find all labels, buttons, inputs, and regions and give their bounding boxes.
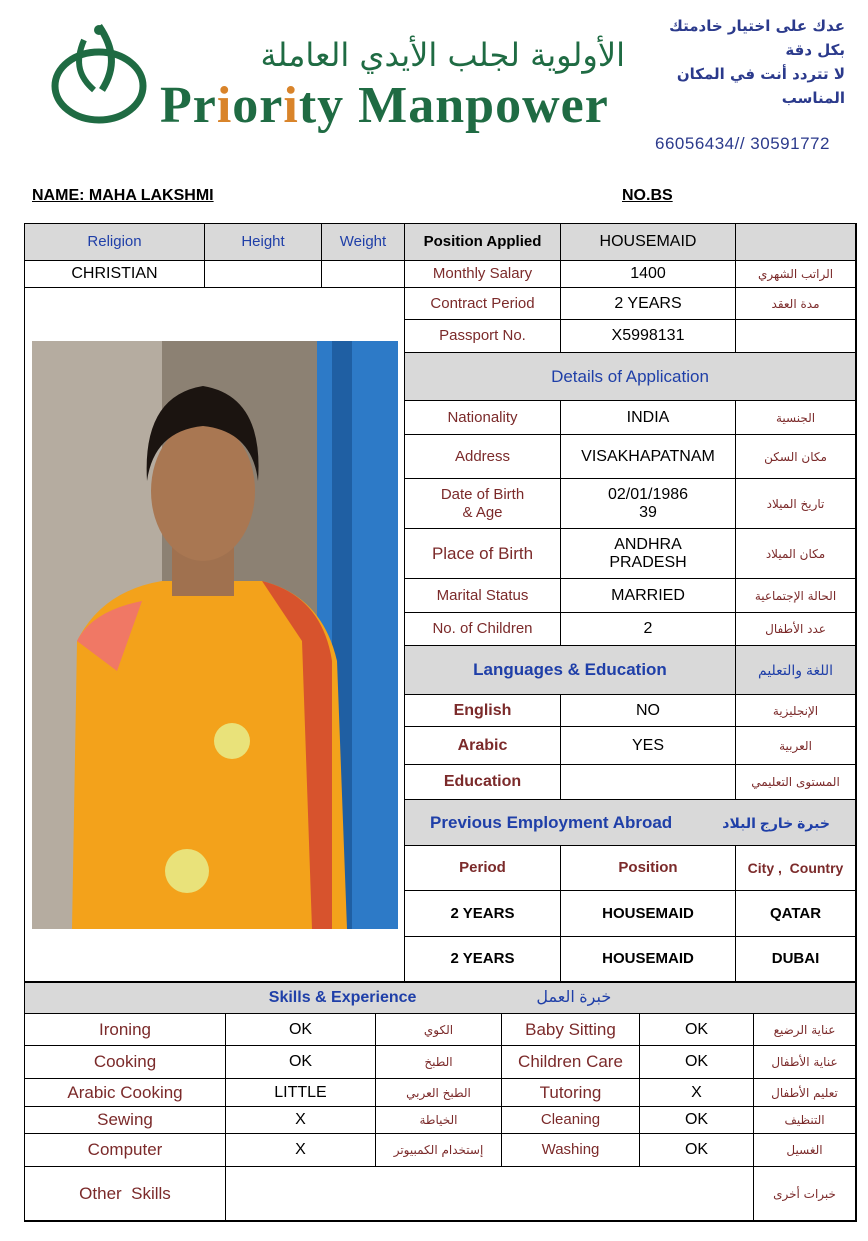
employment-heading-arabic: خبرة خارج البلاد — [722, 814, 830, 831]
application-heading: Details of Application — [405, 353, 856, 401]
skill-children-care-arabic: عناية الأطفال — [754, 1046, 856, 1079]
employment-period-1: 2 YEARS — [405, 891, 561, 937]
employment-country-2: DUBAI — [736, 937, 856, 982]
contract-period-label: Contract Period — [405, 288, 561, 320]
passport-value: X5998131 — [561, 320, 736, 353]
weight-value — [322, 261, 405, 288]
skill-washing-label: Washing — [502, 1134, 640, 1167]
skill-ironing-label: Ironing — [25, 1014, 226, 1046]
nationality-value: INDIA — [561, 401, 736, 435]
arabic-value: YES — [561, 727, 736, 765]
marital-status-label: Marital Status — [405, 579, 561, 613]
employment-position-2: HOUSEMAID — [561, 937, 736, 982]
employment-country-1: QATAR — [736, 891, 856, 937]
company-name-english: Priority Manpower — [160, 77, 609, 134]
position-applied-label: Position Applied — [405, 224, 561, 261]
address-arabic: مكان السكن — [736, 435, 856, 479]
employment-period-2: 2 YEARS — [405, 937, 561, 982]
skill-cleaning-value: OK — [640, 1107, 754, 1134]
skill-computer-arabic: إستخدام الكمبيوتر — [376, 1134, 502, 1167]
position-column-header: Position — [561, 846, 736, 891]
skill-sewing-arabic: الخياطة — [376, 1107, 502, 1134]
skill-computer-value: X — [226, 1134, 376, 1167]
skill-cooking-value: OK — [226, 1046, 376, 1079]
religion-value: CHRISTIAN — [25, 261, 205, 288]
children-arabic: عدد الأطفال — [736, 613, 856, 646]
employment-heading — [405, 800, 856, 846]
nationality-arabic: الجنسية — [736, 401, 856, 435]
other-skills-arabic: خبرات أخرى — [754, 1167, 856, 1221]
weight-header: Weight — [322, 224, 405, 261]
skill-children-care-label: Children Care — [502, 1046, 640, 1079]
skill-baby-sitting-arabic: عناية الرضيع — [754, 1014, 856, 1046]
skill-children-care-value: OK — [640, 1046, 754, 1079]
city-country-column-header: City , Country — [736, 846, 856, 891]
monthly-salary-label: Monthly Salary — [405, 261, 561, 288]
position-applied-value: HOUSEMAID — [561, 224, 736, 261]
skill-sewing-label: Sewing — [25, 1107, 226, 1134]
employment-position-1: HOUSEMAID — [561, 891, 736, 937]
english-value: NO — [561, 695, 736, 727]
place-of-birth-arabic: مكان الميلاد — [736, 529, 856, 579]
nationality-label: Nationality — [405, 401, 561, 435]
address-label: Address — [405, 435, 561, 479]
languages-heading: Languages & Education — [405, 646, 736, 695]
skills-heading-english: Skills & Experience — [268, 989, 417, 1006]
contract-period-value: 2 YEARS — [561, 288, 736, 320]
candidate-photo — [32, 341, 398, 929]
height-header: Height — [205, 224, 322, 261]
candidate-name: NAME: MAHA LAKSHMI — [32, 187, 214, 204]
arabic-label: Arabic — [405, 727, 561, 765]
skill-ironing-value: OK — [226, 1014, 376, 1046]
dob-arabic: تاريخ الميلاد — [736, 479, 856, 529]
education-arabic: المستوى التعليمي — [736, 765, 856, 800]
education-value — [561, 765, 736, 800]
skill-cleaning-label: Cleaning — [502, 1107, 640, 1134]
english-label: English — [405, 695, 561, 727]
company-logo-emblem — [44, 18, 154, 128]
skill-sewing-value: X — [226, 1107, 376, 1134]
slogan: عدك على اختيار خادمتك بكل دقة لا تتردد أنت في المكان المناسب — [669, 17, 845, 107]
skill-tutoring-label: Tutoring — [502, 1079, 640, 1107]
children-label: No. of Children — [405, 613, 561, 646]
skill-arabic-cooking-value: LITTLE — [226, 1079, 376, 1107]
skill-cleaning-arabic: التنظيف — [754, 1107, 856, 1134]
skill-ironing-arabic: الكوي — [376, 1014, 502, 1046]
passport-label: Passport No. — [405, 320, 561, 353]
place-of-birth-value: ANDHRA PRADESH — [561, 529, 736, 579]
skill-tutoring-arabic: تعليم الأطفال — [754, 1079, 856, 1107]
passport-arabic — [736, 320, 856, 353]
marital-status-value: MARRIED — [561, 579, 736, 613]
period-column-header: Period — [405, 846, 561, 891]
company-name-arabic: الأولوية لجلب الأيدي العاملة — [260, 36, 625, 74]
marital-status-arabic: الحالة الإجتماعية — [736, 579, 856, 613]
arabic-arabic: العربية — [736, 727, 856, 765]
skill-washing-arabic: الغسيل — [754, 1134, 856, 1167]
skill-arabic-cooking-label: Arabic Cooking — [25, 1079, 226, 1107]
skill-computer-label: Computer — [25, 1134, 226, 1167]
contract-period-arabic: مدة العقد — [736, 288, 856, 320]
english-arabic: الإنجليزية — [736, 695, 856, 727]
phone-numbers: 66056434// 30591772 — [655, 134, 830, 153]
monthly-salary-value: 1400 — [561, 261, 736, 288]
position-applied-arabic — [736, 224, 856, 261]
reference-number: NO.BS — [622, 187, 673, 204]
place-of-birth-label: Place of Birth — [405, 529, 561, 579]
skills-heading — [25, 983, 856, 1014]
skill-arabic-cooking-arabic: الطبخ العربي — [376, 1079, 502, 1107]
skill-baby-sitting-value: OK — [640, 1014, 754, 1046]
skill-washing-value: OK — [640, 1134, 754, 1167]
children-value: 2 — [561, 613, 736, 646]
languages-heading-arabic: اللغة والتعليم — [736, 646, 856, 695]
employment-heading-english: Previous Employment Abroad — [430, 812, 673, 832]
height-value — [205, 261, 322, 288]
skill-cooking-label: Cooking — [25, 1046, 226, 1079]
address-value: VISAKHAPATNAM — [561, 435, 736, 479]
dob-value: 02/01/1986 39 — [561, 479, 736, 529]
dob-label: Date of Birth & Age — [405, 479, 561, 529]
skills-heading-arabic: خبرة العمل — [536, 989, 612, 1006]
skill-tutoring-value: X — [640, 1079, 754, 1107]
other-skills-value — [226, 1167, 754, 1221]
monthly-salary-arabic: الراتب الشهري — [736, 261, 856, 288]
religion-header: Religion — [25, 224, 205, 261]
other-skills-label: Other Skills — [25, 1167, 226, 1221]
skill-baby-sitting-label: Baby Sitting — [502, 1014, 640, 1046]
skill-cooking-arabic: الطبخ — [376, 1046, 502, 1079]
education-label: Education — [405, 765, 561, 800]
